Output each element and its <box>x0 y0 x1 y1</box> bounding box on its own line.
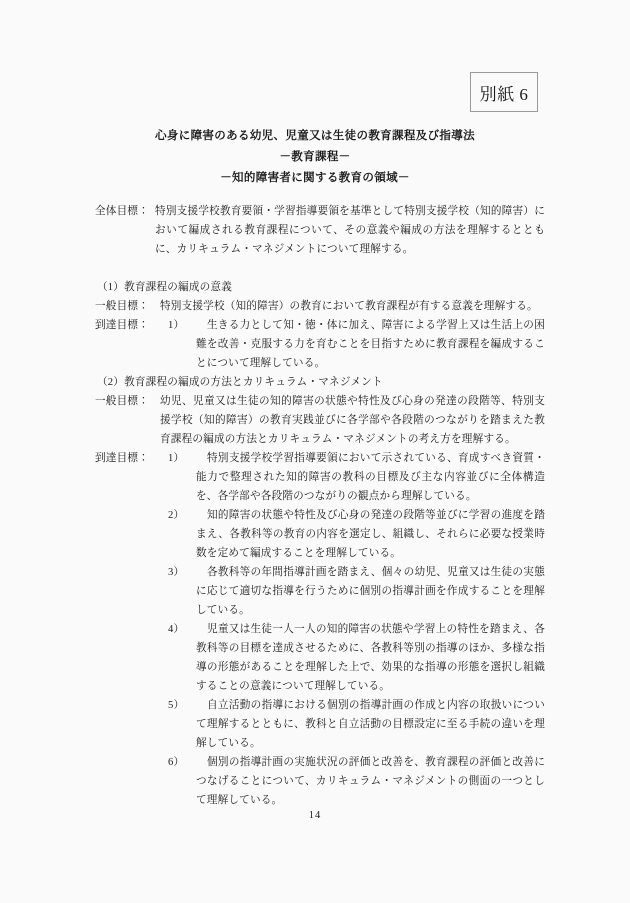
general-goal-text: 幼児、児童又は生徒の知的障害の状態や特性及び心身の発達の段階等、特別支援学校（知的障害）の教育実践並びに各学部や各段階のつながりを踏まえた教育課程の編成の方法とカリキュラム・マネジメントの考え方を理解する。 <box>160 396 545 445</box>
section-2-achievement-goal-row <box>95 449 545 810</box>
list-item-number: 4） <box>168 624 185 635</box>
list-item-text: 生きる力として知・徳・体に加え、障害による学習上又は生活上の困難を改善・克服する力を育むことを目指すために教育課程を編成することについて理解している。 <box>196 320 545 369</box>
attachment-number-box <box>470 72 538 112</box>
list-item-number: 3） <box>168 567 185 578</box>
document-body <box>0 202 630 810</box>
list-item <box>160 506 545 563</box>
list-item-number: 6） <box>168 757 185 768</box>
list-item-text: 知的障害の状態や特性及び心身の発達の段階等並びに学習の進度を踏まえ、各教科等の教育の内容を選定し、組織し、それらに必要な授業時数を定めて編成することを理解している。 <box>196 510 545 559</box>
list-item <box>160 753 545 810</box>
page-title: 心身に障害のある幼児、児童又は生徒の教育課程及び指導法 <box>155 130 475 142</box>
overall-goal-text: 特別支援学校教育要領・学習指導要領を基準として特別支援学校（知的障害）において編成される教育課程について、その意義や編成の方法を理解するとともに、カリキュラム・マネジメントについて理解する。 <box>155 206 545 255</box>
general-goal-text: 特別支援学校（知的障害）の教育において教育課程が有する意義を理解する。 <box>160 301 538 312</box>
list-item-number: 1） <box>168 453 185 464</box>
list-item-number: 2） <box>168 510 185 521</box>
overall-goal-label: 全体目標： <box>95 206 149 217</box>
achievement-goal-label: 到達目標： <box>95 320 149 331</box>
list-item-text: 特別支援学校学習指導要領において示されている、育成すべき資質・能力で整理された知的障害の教科の目標及び主な内容並びに全体構造を、各学部や各段階のつながりの観点から理解している。 <box>196 453 545 502</box>
overall-goal-block <box>95 202 545 259</box>
achievement-item-list <box>160 316 545 373</box>
achievement-item-list <box>160 449 545 810</box>
list-item-text: 個別の指導計画の実施状況の評価と改善を、教育課程の評価と改善につなげることについて、カリキュラム・マネジメントの側面の一つとして理解している。 <box>196 757 545 806</box>
document-title-group <box>0 130 630 186</box>
page-number: 14 <box>308 810 322 821</box>
list-item <box>160 696 545 753</box>
section-2-general-goal-row <box>95 392 545 449</box>
section-heading-2: （2）教育課程の編成の方法とカリキュラム・マネジメント <box>97 377 383 388</box>
section-heading-1: （1）教育課程の編成の意義 <box>97 282 233 293</box>
list-item <box>160 316 545 373</box>
list-item-text: 自立活動の指導における個別の指導計画の作成と内容の取扱いについて理解するとともに、教科と自立活動の目標設定に至る手続の違いを理解している。 <box>196 700 545 749</box>
list-item-number: 5） <box>168 700 185 711</box>
list-item-number: 1） <box>168 320 185 331</box>
block-spacer <box>0 259 630 268</box>
list-item <box>160 449 545 506</box>
general-goal-label: 一般目標： <box>95 396 149 407</box>
achievement-goal-label: 到達目標： <box>95 453 149 464</box>
section-1-general-goal-row <box>95 297 545 316</box>
section-1-achievement-goal-row <box>95 316 545 373</box>
list-item-text: 各教科等の年間指導計画を踏まえ、個々の幼児、児童又は生徒の実態に応じて適切な指導を行うために個別の指導計画を作成することを理解している。 <box>196 567 545 616</box>
page-subtitle-2: －知的障害者に関する教育の領域－ <box>220 172 410 185</box>
attachment-number-label: 別紙 6 <box>470 72 538 112</box>
list-item-text: 児童又は生徒一人一人の知的障害の状態や学習上の特性を踏まえ、各教科等の目標を達成させるために、各教科等別の指導のほか、多様な指導の形態があることを理解した上で、効果的な指導の形態を選択し組織することの意義について理解している。 <box>196 624 545 692</box>
general-goal-label: 一般目標： <box>95 301 149 312</box>
list-item <box>160 563 545 620</box>
list-item <box>160 620 545 696</box>
page-subtitle-1: －教育課程－ <box>279 151 351 164</box>
